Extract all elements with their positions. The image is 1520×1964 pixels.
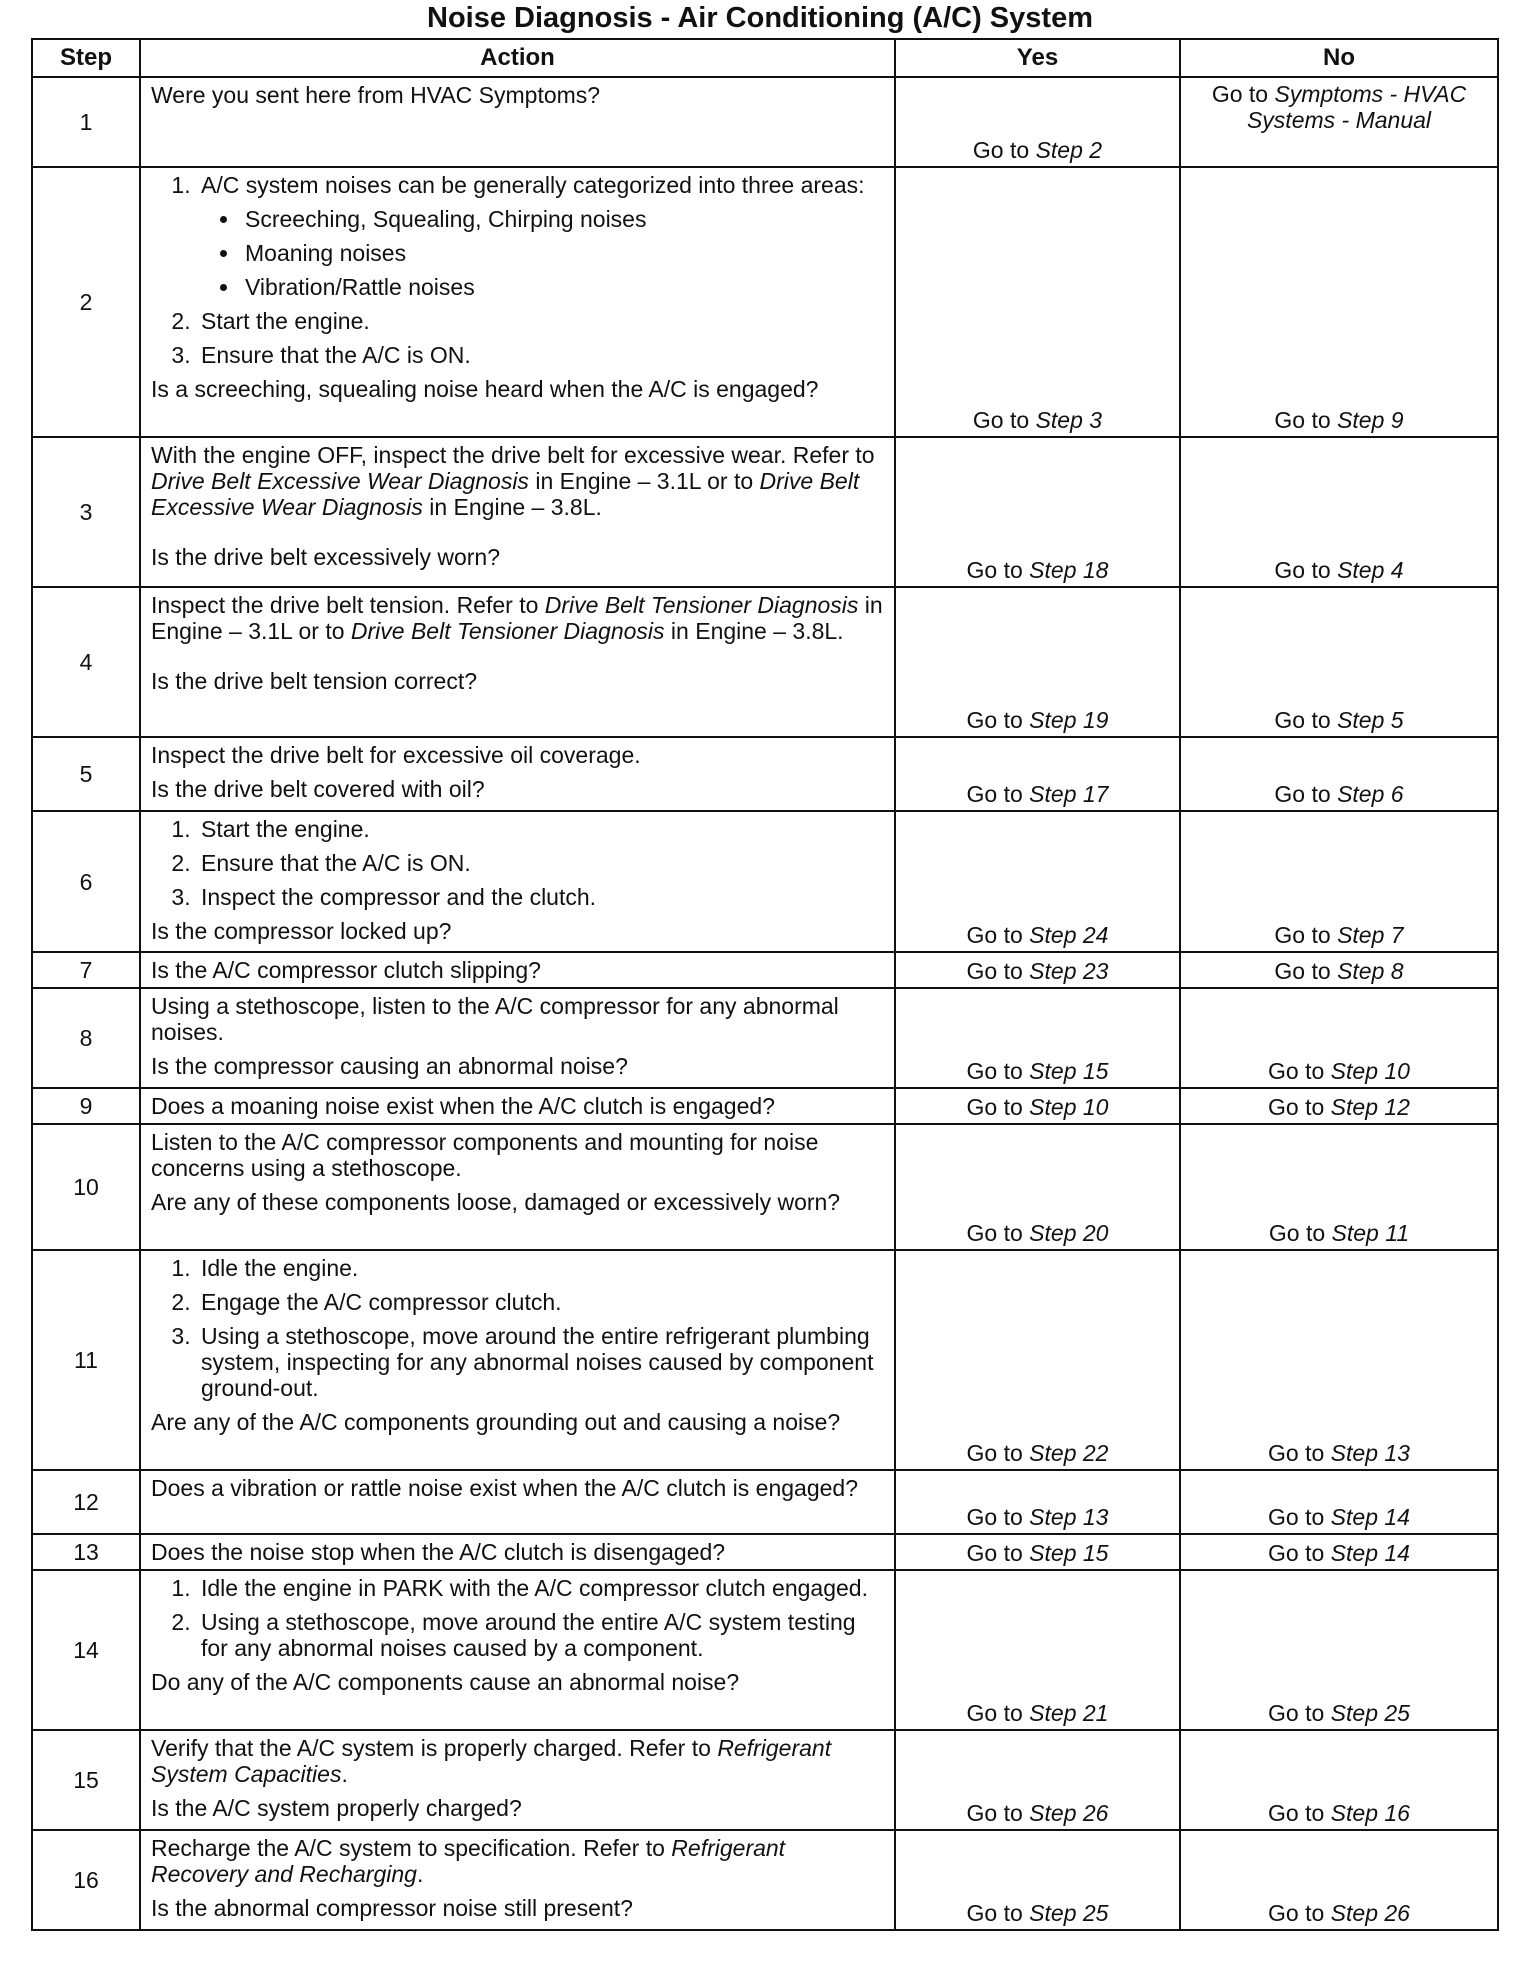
yes-cell: Go to Step 18: [895, 437, 1180, 587]
no-cell: Go to Step 11: [1180, 1124, 1498, 1250]
question-text: Do any of the A/C components cause an abnormal noise?: [151, 1669, 740, 1695]
question-text: Does a vibration or rattle noise exist when the A/C clutch is engaged?: [151, 1475, 859, 1501]
no-step-ref: Step 16: [1330, 1800, 1410, 1826]
no-prefix: Go to: [1211, 81, 1275, 107]
question-text: Is the drive belt excessively worn?: [151, 544, 500, 570]
no-step-ref: Step 25: [1330, 1700, 1410, 1726]
action-cell: [140, 167, 895, 437]
question-text: Does a moaning noise exist when the A/C clutch is engaged?: [151, 1093, 775, 1119]
no-step-ref: Step 14: [1330, 1504, 1410, 1530]
no-cell: [1180, 77, 1498, 167]
no-step-ref: Step 6: [1337, 781, 1404, 807]
yes-step-ref: Step 24: [1029, 922, 1109, 948]
yes-step-ref: Step 21: [1029, 1700, 1109, 1726]
yes-cell: Go to Step 26: [895, 1730, 1180, 1830]
step-number: 8: [32, 988, 140, 1088]
step-number: 14: [32, 1570, 140, 1730]
action-text: Inspect the drive belt tension. Refer to Drive Belt Tensioner Diagnosis in Engine – 3.1L or to Drive Belt Tensioner Diagnosis in Engine – 3.8L.: [151, 592, 883, 644]
procedure-item: 2. Ensure that the A/C is ON.: [197, 850, 884, 876]
no-cell: Go to Step 13: [1180, 1250, 1498, 1470]
action-text: Verify that the A/C system is properly charged. Refer to Refrigerant System Capacities.: [151, 1735, 832, 1787]
procedure-item: 2. Start the engine.: [197, 308, 884, 334]
header-no: No: [1180, 39, 1498, 77]
no-cell: Go to Step 25: [1180, 1570, 1498, 1730]
diagnosis-table: [31, 38, 1499, 1931]
table-row: [32, 1250, 1498, 1470]
step-number: 5: [32, 737, 140, 811]
yes-step-ref: Step 18: [1029, 557, 1109, 583]
action-cell: [140, 1534, 895, 1570]
yes-step-ref: Step 15: [1029, 1540, 1109, 1566]
yes-step-ref: Step 20: [1029, 1220, 1109, 1246]
yes-cell: Go to Step 17: [895, 737, 1180, 811]
question-text: Is the A/C system properly charged?: [151, 1795, 522, 1821]
action-cell: [140, 1124, 895, 1250]
no-cell: Go to Step 5: [1180, 587, 1498, 737]
action-text: Inspect the drive belt for excessive oil coverage.: [151, 742, 641, 768]
action-cell: [140, 1730, 895, 1830]
procedure-item: 2. Engage the A/C compressor clutch.: [197, 1289, 884, 1315]
yes-step-ref: Step 19: [1029, 707, 1109, 733]
no-step-ref: Step 26: [1330, 1900, 1410, 1926]
yes-step-ref: Step 26: [1029, 1800, 1109, 1826]
action-cell: [140, 437, 895, 587]
yes-step-ref: Step 23: [1029, 958, 1109, 984]
yes-step-ref: Step 10: [1029, 1094, 1109, 1120]
action-cell: [140, 737, 895, 811]
yes-cell: Go to Step 22: [895, 1250, 1180, 1470]
question-text: Is the A/C compressor clutch slipping?: [151, 957, 541, 983]
procedure-list: [151, 1575, 884, 1661]
no-cell: Go to Step 14: [1180, 1470, 1498, 1534]
table-row: [32, 437, 1498, 587]
action-cell: [140, 952, 895, 988]
yes-step-ref: Step 25: [1029, 1900, 1109, 1926]
no-cell: Go to Step 10: [1180, 988, 1498, 1088]
yes-step-ref: Step 3: [1035, 407, 1103, 433]
question-text: Is the abnormal compressor noise still present?: [151, 1895, 633, 1921]
action-text: With the engine OFF, inspect the drive belt for excessive wear. Refer to Drive Belt Excessive Wear Diagnosis in Engine – 3.1L or to Drive Belt Excessive Wear Diagnosis in Engine – 3.8L.: [151, 442, 875, 520]
yes-step-ref: Step 13: [1029, 1504, 1109, 1530]
procedure-item: 3. Inspect the compressor and the clutch.: [197, 884, 884, 910]
step-number: 11: [32, 1250, 140, 1470]
yes-cell: Go to Step 23: [895, 952, 1180, 988]
procedure-item: 3. Ensure that the A/C is ON.: [197, 342, 884, 368]
action-cell: [140, 1470, 895, 1534]
no-step-ref: Step 8: [1337, 958, 1404, 984]
question-text: Does the noise stop when the A/C clutch is disengaged?: [151, 1539, 726, 1565]
yes-prefix: Go to: [972, 137, 1036, 163]
step-number: 15: [32, 1730, 140, 1830]
action-cell: [140, 587, 895, 737]
no-step-ref: Step 4: [1337, 557, 1404, 583]
table-row: [32, 77, 1498, 167]
table-row: [32, 1124, 1498, 1250]
yes-cell: Go to Step 19: [895, 587, 1180, 737]
question-text: Are any of these components loose, damaged or excessively worn?: [151, 1189, 841, 1215]
no-step-ref: Symptoms - HVAC Systems - Manual: [1246, 81, 1467, 133]
document-title: Noise Diagnosis - Air Conditioning (A/C) System: [427, 2, 1093, 34]
noise-category: • Moaning noises: [241, 240, 884, 266]
action-text: Recharge the A/C system to specification. Refer to Refrigerant Recovery and Recharging.: [151, 1835, 786, 1887]
procedure-item: 1. Idle the engine in PARK with the A/C compressor clutch engaged.: [197, 1575, 884, 1601]
table-row: [32, 1730, 1498, 1830]
yes-cell: Go to Step 21: [895, 1570, 1180, 1730]
question-text: Is the drive belt covered with oil?: [151, 776, 485, 802]
no-cell: Go to Step 26: [1180, 1830, 1498, 1930]
step-number: 13: [32, 1534, 140, 1570]
action-cell: [140, 1088, 895, 1124]
step-number: 16: [32, 1830, 140, 1930]
header-action: Action: [140, 39, 895, 77]
noise-category: • Screeching, Squealing, Chirping noises: [241, 206, 884, 232]
no-step-ref: Step 10: [1330, 1058, 1410, 1084]
step-number: 6: [32, 811, 140, 952]
procedure-item: 3. Using a stethoscope, move around the entire refrigerant plumbing system, inspecting for any abnormal noises caused by component ground-out.: [197, 1323, 884, 1401]
table-row: [32, 1570, 1498, 1730]
yes-cell: Go to Step 13: [895, 1470, 1180, 1534]
no-cell: Go to Step 7: [1180, 811, 1498, 952]
procedure-list: [151, 172, 884, 368]
no-cell: Go to Step 9: [1180, 167, 1498, 437]
question-text: Is the compressor locked up?: [151, 918, 452, 944]
no-step-ref: Step 13: [1330, 1440, 1410, 1466]
no-step-ref: Step 7: [1337, 922, 1404, 948]
yes-cell: Go to Step 15: [895, 1534, 1180, 1570]
reference-link: Drive Belt Excessive Wear Diagnosis: [151, 468, 860, 520]
action-cell: [140, 1570, 895, 1730]
no-cell: Go to Step 14: [1180, 1534, 1498, 1570]
step-number: 4: [32, 587, 140, 737]
yes-cell: Go to Step 15: [895, 988, 1180, 1088]
procedure-item: 1. A/C system noises can be generally categorized into three areas: • Screeching, Squealing, Chirping noises • Moaning noises • Vibration/Rattle noises: [197, 172, 884, 300]
reference-link: Refrigerant Recovery and Recharging: [151, 1835, 786, 1887]
header-yes: Yes: [895, 39, 1180, 77]
no-cell: Go to Step 8: [1180, 952, 1498, 988]
header-row: [32, 39, 1498, 77]
question-text: Is the compressor causing an abnormal noise?: [151, 1053, 628, 1079]
table-row: [32, 952, 1498, 988]
yes-step-ref: Step 17: [1029, 781, 1109, 807]
procedure-item: 1. Idle the engine.: [197, 1255, 884, 1281]
step-number: 2: [32, 167, 140, 437]
reference-link: Refrigerant System Capacities: [151, 1735, 832, 1787]
table-row: [32, 167, 1498, 437]
table-row: [32, 811, 1498, 952]
no-cell: Go to Step 6: [1180, 737, 1498, 811]
table-row: [32, 1088, 1498, 1124]
procedure-list: [151, 1255, 884, 1401]
action-cell: [140, 77, 895, 167]
step-number: 7: [32, 952, 140, 988]
yes-cell: Go to Step 25: [895, 1830, 1180, 1930]
no-step-ref: Step 9: [1337, 407, 1404, 433]
yes-step-ref: Step 2: [1035, 137, 1103, 163]
procedure-item: 2. Using a stethoscope, move around the entire A/C system testing for any abnormal noises caused by a component.: [197, 1609, 884, 1661]
no-step-ref: Step 11: [1331, 1220, 1410, 1246]
reference-link: Drive Belt Tensioner Diagnosis: [544, 592, 859, 618]
table-row: [32, 988, 1498, 1088]
table-row: [32, 1470, 1498, 1534]
question-text: Is a screeching, squealing noise heard when the A/C is engaged?: [151, 376, 819, 402]
table-row: [32, 1534, 1498, 1570]
yes-cell: Go to Step 10: [895, 1088, 1180, 1124]
noise-category-list: [201, 206, 884, 300]
action-text: Using a stethoscope, listen to the A/C compressor for any abnormal noises.: [151, 993, 839, 1045]
header-step: Step: [32, 39, 140, 77]
action-cell: [140, 1830, 895, 1930]
action-cell: [140, 811, 895, 952]
table-row: [32, 587, 1498, 737]
yes-cell: Go to Step 24: [895, 811, 1180, 952]
question-text: Were you sent here from HVAC Symptoms?: [151, 82, 601, 108]
yes-step-ref: Step 22: [1029, 1440, 1109, 1466]
noise-category: • Vibration/Rattle noises: [241, 274, 884, 300]
table-row: [32, 737, 1498, 811]
no-cell: Go to Step 4: [1180, 437, 1498, 587]
question-text: Is the drive belt tension correct?: [151, 668, 477, 694]
procedure-list: [151, 816, 884, 910]
step-number: 10: [32, 1124, 140, 1250]
procedure-item: 1. Start the engine.: [197, 816, 884, 842]
yes-cell: Go to Step 20: [895, 1124, 1180, 1250]
no-cell: Go to Step 16: [1180, 1730, 1498, 1830]
reference-link: Drive Belt Tensioner Diagnosis: [350, 618, 665, 644]
action-cell: [140, 988, 895, 1088]
no-step-ref: Step 5: [1337, 707, 1404, 733]
step-number: 12: [32, 1470, 140, 1534]
no-step-ref: Step 12: [1330, 1094, 1410, 1120]
step-number: 1: [32, 77, 140, 167]
no-step-ref: Step 14: [1330, 1540, 1410, 1566]
action-text: Listen to the A/C compressor components and mounting for noise concerns using a stethoscope.: [151, 1129, 819, 1181]
yes-cell: Go to Step 3: [895, 167, 1180, 437]
no-cell: Go to Step 12: [1180, 1088, 1498, 1124]
yes-cell: [895, 77, 1180, 167]
question-text: Are any of the A/C components grounding out and causing a noise?: [151, 1409, 841, 1435]
reference-link: Drive Belt Excessive Wear Diagnosis: [151, 468, 529, 494]
step-number: 9: [32, 1088, 140, 1124]
action-cell: [140, 1250, 895, 1470]
table-row: [32, 1830, 1498, 1930]
yes-step-ref: Step 15: [1029, 1058, 1109, 1084]
step-number: 3: [32, 437, 140, 587]
